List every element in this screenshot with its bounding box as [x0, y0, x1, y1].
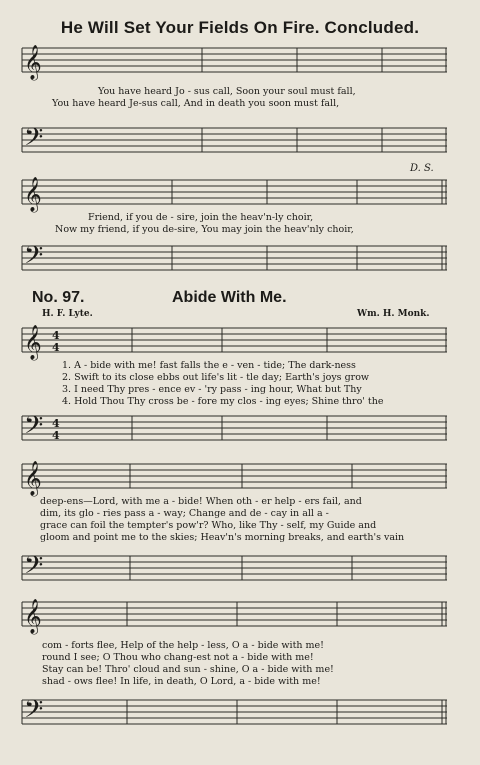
- part1-lyric-line: You have heard Jo - sus call, Soon your soul must fall,: [98, 86, 356, 97]
- svg-text:4: 4: [52, 417, 60, 430]
- hymn-verse1-line2: deep-ens—Lord, with me a - bide! When oth - er help - ers fail, and: [40, 496, 362, 507]
- svg-text:𝄢: 𝄢: [24, 241, 44, 276]
- svg-text:𝄞: 𝄞: [24, 461, 42, 496]
- part1-lyric-line: Now my friend, if you de-sire, You may join the heav'nly choir,: [55, 224, 354, 235]
- hymn-verse1-line3: com - forts flee, Help of the help - less, O a - bide with me!: [42, 640, 324, 651]
- hymn-verse4-line3: shad - ows flee! In life, in death, O Lord, a - bide with me!: [42, 676, 321, 687]
- svg-text:𝄞: 𝄞: [24, 45, 42, 80]
- hymn-staff-bass-3: [22, 692, 447, 732]
- staff-bass-1: [22, 116, 447, 166]
- hymn-verse3-line2: grace can foil the tempter's pow'r? Who, like Thy - self, my Guide and: [40, 520, 377, 531]
- svg-text:4: 4: [52, 329, 60, 342]
- ds-marking: D. S.: [410, 163, 434, 174]
- hymn-verse2-line3: round I see; O Thou who chang-est not a - bide with me!: [42, 652, 314, 663]
- svg-text:𝄢: 𝄢: [24, 123, 44, 158]
- page-title: He Will Set Your Fields On Fire. Concluded.: [60, 18, 420, 37]
- svg-text:𝄢: 𝄢: [24, 695, 44, 730]
- part1-lyric-line: You have heard Je-sus call, And in death you soon must fall,: [52, 98, 340, 109]
- part1-lyric-line: Friend, if you de - sire, join the heav'n-ly choir,: [88, 212, 314, 223]
- svg-text:𝄢: 𝄢: [24, 411, 44, 446]
- hymn-number: No. 97.: [32, 289, 85, 306]
- hymn-verse4-line1: 4. Hold Thou Thy cross be - fore my clos - ing eyes; Shine thro' the: [62, 396, 384, 407]
- hymn-author: H. F. Lyte.: [42, 309, 93, 319]
- svg-text:𝄞: 𝄞: [24, 599, 42, 634]
- staff-bass-2: [22, 238, 447, 278]
- staff-treble-1: [22, 44, 447, 84]
- hymn-title: Abide With Me.: [172, 289, 287, 306]
- staff-treble-2: [22, 174, 447, 210]
- hymn-staff-treble-3: [22, 596, 447, 632]
- svg-text:𝄢: 𝄢: [24, 551, 44, 586]
- svg-text:4: 4: [52, 341, 60, 354]
- hymn-verse3-line3: Stay can be! Thro' cloud and sun - shine, O a - bide with me!: [42, 664, 334, 675]
- hymn-verse3-line1: 3. I need Thy pres - ence ev - 'ry pass - ing hour, What but Thy: [62, 384, 362, 395]
- hymn-staff-bass-1: [22, 408, 447, 448]
- hymn-staff-treble-1: [22, 322, 447, 358]
- hymn-verse2-line1: 2. Swift to its close ebbs out life's lit - tle day; Earth's joys grow: [62, 372, 370, 383]
- svg-text:𝄞: 𝄞: [24, 325, 42, 360]
- hymn-verse1-line1: 1. A - bide with me! fast falls the e - ven - tide; The dark-ness: [62, 360, 356, 371]
- hymn-staff-bass-2: [22, 548, 447, 588]
- hymn-verse4-line2: gloom and point me to the skies; Heav'n's morning breaks, and earth's vain: [40, 532, 405, 543]
- svg-text:4: 4: [52, 429, 60, 442]
- hymn-verse2-line2: dim, its glo - ries pass a - way; Change and de - cay in all a -: [40, 508, 329, 519]
- hymn-composer: Wm. H. Monk.: [357, 309, 430, 319]
- hymn-staff-treble-2: [22, 458, 447, 494]
- svg-text:𝄞: 𝄞: [24, 177, 42, 212]
